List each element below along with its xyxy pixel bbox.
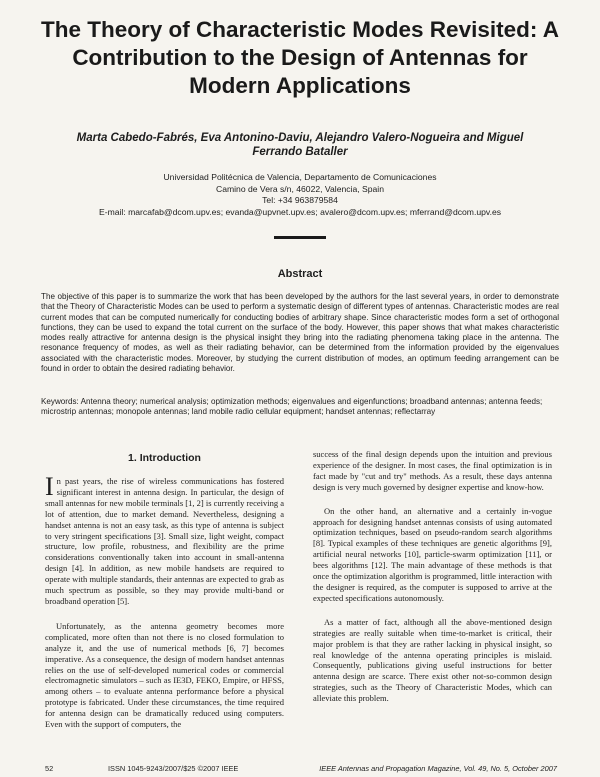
paragraph-text: n past years, the rise of wireless communications has fostered significant interest in antenna design. In particular, the design of small antennas for new mobile terminals [1, 2] is currently receiving a lot of attention, due to market demand. Nevertheless, designing a handset antenna is not an easy task, as this type of antenna is subject to very stringent specifications [3]. Small size, light weight, compact structure, low profile, robustness, and flexibility are the prime considerations conventionally taken into account in small-antenna design [4]. In addition, as new mobile handsets are required to operate with multiple standards, their antennas are expected to grab as much spectrum as possible, so they may provide multi-band or broadband operation [5]. [45, 476, 284, 606]
paragraph: success of the final design depends upon the intuition and previous experience of the designer. In most cases, the final optimization is in fact made by "cut and try" methods. As a result, these days antenna design is very much governed by designer expertise and know-how. [313, 449, 552, 492]
abstract-text: The objective of this paper is to summarize the work that has been developed by the authors for the last several years, in order to demonstrate that the Theory of Characteristic Modes can be used to perform a systematic design of different types of antennas. Characteristic modes are real current modes that can be computed numerically for conducting bodies of arbitrary shape. Since characteristic modes form a set of orthogonal functions, they can be used to expand the total current on the surface of the body. However, this paper shows that what makes characteristic modes really attractive for antenna design is the physical insight they bring into the radiating phenomena taking place in the antenna. The resonance frequency of modes, as well as their radiating behavior, can be determined from the information provided by the eigenvalues associated with the characteristic modes. Moreover, by studying the current distribution of modes, an optimum feeding arrangement can be found in order to obtain the desired radiating behavior. [41, 292, 559, 373]
affiliation-line: Camino de Vera s/n, 46022, Valencia, Spain [215, 183, 384, 194]
author-list: Marta Cabedo-Fabrés, Eva Antonino-Daviu, Alejandro Valero-Nogueira and Miguel Ferrando Bataller [76, 132, 524, 158]
email-line: E-mail: marcafab@dcom.upv.es; evanda@upvnet.upv.es; avalero@dcom.upv.es; mferrand@dcom.upv.es [98, 206, 502, 217]
paragraph: As a matter of fact, although all the above-mentioned design strategies are really suitable when time-to-market is critical, their major problem is that they are rather lacking in physical insight, so real knowledge of the antenna operating principles is mislaid. Consequently, publications giving useful instructions for better antenna design are scarce. There exist other not-so-common design strategies, such as the Theory of Characteristic Modes, which can alleviate this problem. [313, 616, 552, 704]
right-column [313, 449, 552, 704]
paragraph: Unfortunately, as the antenna geometry becomes more complicated, more often than not there is no closed formulation to analyze it, and the use of numerical methods [6, 7] becomes imperative. As a consequence, the design of modern handset antennas relies on the use of self-developed numerical codes or commercial electromagnetic simulators – such as IE3D, FEKO, Empire, or HFSS, among others – to evaluate antenna performance before a physical prototype is fabricated. Under these circumstances, the time required for antenna design can be dramatically reduced using computers. Even with the support of computers, the [45, 620, 284, 730]
page-number: 52 [45, 764, 54, 773]
paragraph: On the other hand, an alternative and a certainly in-vogue approach for designing handset antennas consists of using automated optimization techniques, based on pseudo-random search algorithms [8]. Typical examples of these techniques are genetic algorithms [9], artificial neural networks [10], particle-swarm optimization [11], or bees algorithms [12]. The main advantage of these methods is that once the optimization algorithm is programmed, little interaction with the designer is required, as the computer is supposed to arrive at the expected specifications autonomously. [313, 505, 552, 603]
affiliation-block [60, 172, 540, 218]
section-heading: 1. Introduction [128, 452, 201, 464]
left-column [45, 472, 284, 730]
title-divider [274, 236, 326, 239]
drop-cap: I [45, 472, 54, 501]
issn-line: ISSN 1045-9243/2007/$25 ©2007 IEEE [108, 764, 239, 773]
paragraph [45, 472, 284, 607]
affiliation-line: Tel: +34 963879584 [262, 195, 338, 206]
affiliation-line: Universidad Politécnica de Valencia, Departamento de Comunicaciones [163, 172, 437, 182]
paper-title: The Theory of Characteristic Modes Revisited: A Contribution to the Design of Antennas for Modern Applications [40, 17, 560, 98]
keywords: Keywords: Antenna theory; numerical analysis; optimization methods; eigenvalues and eigenfunctions; broadband antennas; antenna feeds; microstrip antennas; monopole antennas; land mobile radio cellular equipment; handset antennas; reflectarray [41, 397, 543, 417]
magazine-citation: IEEE Antennas and Propagation Magazine, Vol. 49, No. 5, October 2007 [319, 764, 557, 773]
abstract-heading: Abstract [277, 268, 323, 280]
